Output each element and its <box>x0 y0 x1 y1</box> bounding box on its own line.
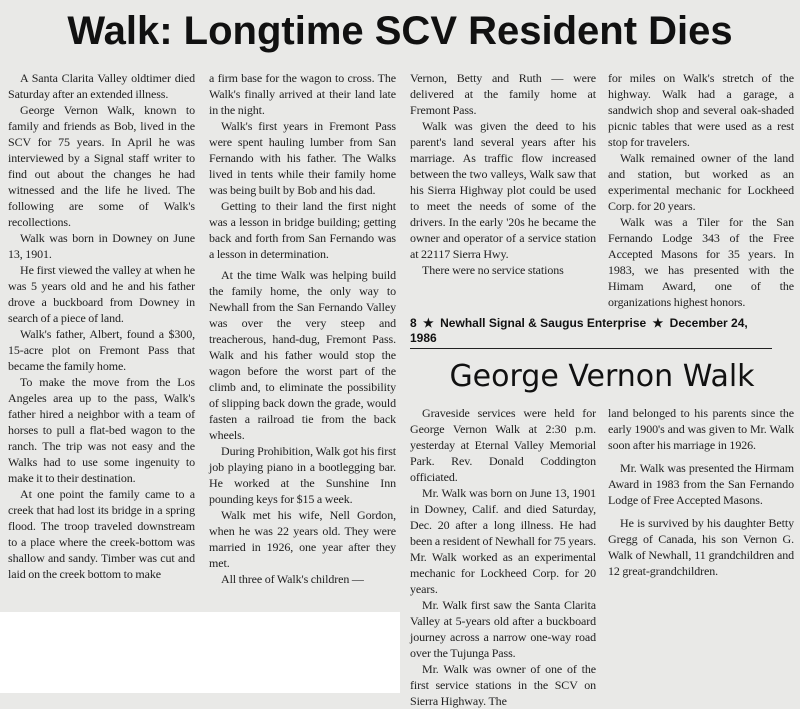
paragraph: Walk was a Tiler for the San Fernando Lodge 343 of the Free Accepted Masons for 35 years. In 1983, we has presented with the Himam Award, one of the organizations highest honors. <box>608 215 794 309</box>
article-right-section <box>410 70 794 709</box>
paragraph: He is survived by his daughter Betty Gregg of Canada, his son Vernon G. Walk of Newhall, 11 grandchildren and 12 great-grandchildren. <box>608 516 794 578</box>
paragraph: During Prohibition, Walk got his first job playing piano in a bootlegging bar. He worked at the Sunshine Inn pounding keys for $15 a week. <box>209 444 396 506</box>
paragraph: for miles on Walk's stretch of the highway. Walk had a garage, a sandwich shop and several oak-shaded picnic tables that were used as a rest stop for travelers. <box>608 71 794 149</box>
star-icon: ★ <box>423 316 434 330</box>
paragraph: Walk remained owner of the land and station, but worked as an experimental mechanic for Lockheed Corp. for 20 years. <box>608 151 794 213</box>
page-number: 8 <box>410 316 417 330</box>
paragraph: Walk was born in Downey on June 13, 1901. <box>8 231 195 261</box>
paragraph: a firm base for the wagon to cross. The Walk's finally arrived at their land late in the night. <box>209 71 396 117</box>
paragraph: Walk's first years in Fremont Pass were spent hauling lumber from San Fernando with his father. The Walks lived in tents while their family home was being built by Bob and his dad. <box>209 119 396 197</box>
paragraph: Getting to their land the first night was a lesson in bridge building; getting back and forth from San Fernando was a lesson in determination. <box>209 199 396 261</box>
article-column-3 <box>410 70 596 278</box>
publication-date: December 24, 1986 <box>410 316 748 345</box>
obituary-column-2 <box>608 405 794 586</box>
article-column-2 <box>209 70 396 587</box>
paragraph: At one point the family came to a creek that had lost its bridge in a spring flood. The troop traveled downstream to a place where the creek-bottom was shallow and sandy. Timber was cut and laid on the creek bottom to make <box>8 487 195 581</box>
paragraph: Walk met his wife, Nell Gordon, when he was 22 years old. They were married in 1926, one year after they met. <box>209 508 396 570</box>
obituary-title: George Vernon Walk <box>449 359 755 394</box>
newspaper-dateline <box>410 316 772 349</box>
article-right-columns <box>410 70 794 310</box>
paragraph: Walk's father, Albert, found a $300, 15-acre plot on Fremont Pass that became the family home. <box>8 327 195 373</box>
blank-margin <box>0 612 400 693</box>
paragraph: A Santa Clarita Valley oldtimer died Saturday after an extended illness. <box>8 71 195 101</box>
obituary-column-1 <box>410 405 596 709</box>
paragraph: land belonged to his parents since the early 1900's and was given to Mr. Walk soon after his marriage in 1926. <box>608 406 794 452</box>
newspaper-name: Newhall Signal & Saugus Enterprise <box>440 316 647 330</box>
article-column-1 <box>8 70 195 582</box>
paragraph: Mr. Walk was born on June 13, 1901 in Downey, Calif. and died Saturday, Dec. 20 after a long illness. He had been a resident of Newhall for 75 years. Mr. Walk worked as an experimental mechanic for Lockheed Corp. for 20 years. <box>410 486 596 596</box>
paragraph: Graveside services were held for George Vernon Walk at 2:30 p.m. yesterday at Eternal Valley Memorial Park. Rev. Donald Coddington officiated. <box>410 406 596 484</box>
paragraph: George Vernon Walk, known to family and friends as Bob, lived in the SCV for 75 years. In April he was interviewed by a Signal staff writer to find out about the changes he had witnessed and the life he lived. The following are some of Walk's recollections. <box>8 103 195 229</box>
paragraph: All three of Walk's children — <box>221 572 364 586</box>
paragraph: Vernon, Betty and Ruth — were delivered at the family home at Fremont Pass. <box>410 71 596 117</box>
paragraph: There were no service stations <box>422 263 564 277</box>
article-column-4 <box>608 70 794 310</box>
paragraph: To make the move from the Los Angeles area up to the pass, Walk's father hired a neighbor with a team of horses to pull a flat-bed wagon to the ranch. The trip was not easy and the Walks had to use some ingenuity to make it to their destination. <box>8 375 195 485</box>
paragraph: Mr. Walk was owner of one of the first service stations in the SCV on Sierra Highway. The <box>410 662 596 708</box>
paragraph: Mr. Walk was presented the Hirmam Award in 1983 from the San Fernando Lodge of Free Accepted Masons. <box>608 461 794 507</box>
article-headline: Walk: Longtime SCV Resident Dies <box>67 9 733 53</box>
paragraph: He first viewed the valley at when he was 5 years old and he and his father drove a buckboard from Downey in search of a piece of land. <box>8 263 195 325</box>
article-left-columns <box>8 70 396 587</box>
paragraph: At the time Walk was helping build the family home, the only way to Newhall from the San Fernando Valley was over the very steep and treacherous, hand-dug, Fremont Pass. Walk and his father would stop the wagon before the worst part of the climb and, to eliminate the possibility of slipping back down the grade, would fasten a railroad tie from the back wheels. <box>209 268 396 442</box>
star-icon: ★ <box>652 316 664 330</box>
paragraph: Walk was given the deed to his parent's land several years after his marriage. As traffic flow increased between the two valleys, Walk saw that his Sierra Highway plot could be used to meet the needs of some of the drivers. In the early '20s he became the owner and operator of a service station at 22117 Sierra Hwy. <box>410 119 596 261</box>
obituary-columns <box>410 405 794 709</box>
paragraph: Mr. Walk first saw the Santa Clarita Valley at 5-years old after a buckboard journey across a narrow one-way road over the Tujunga Pass. <box>410 598 596 660</box>
